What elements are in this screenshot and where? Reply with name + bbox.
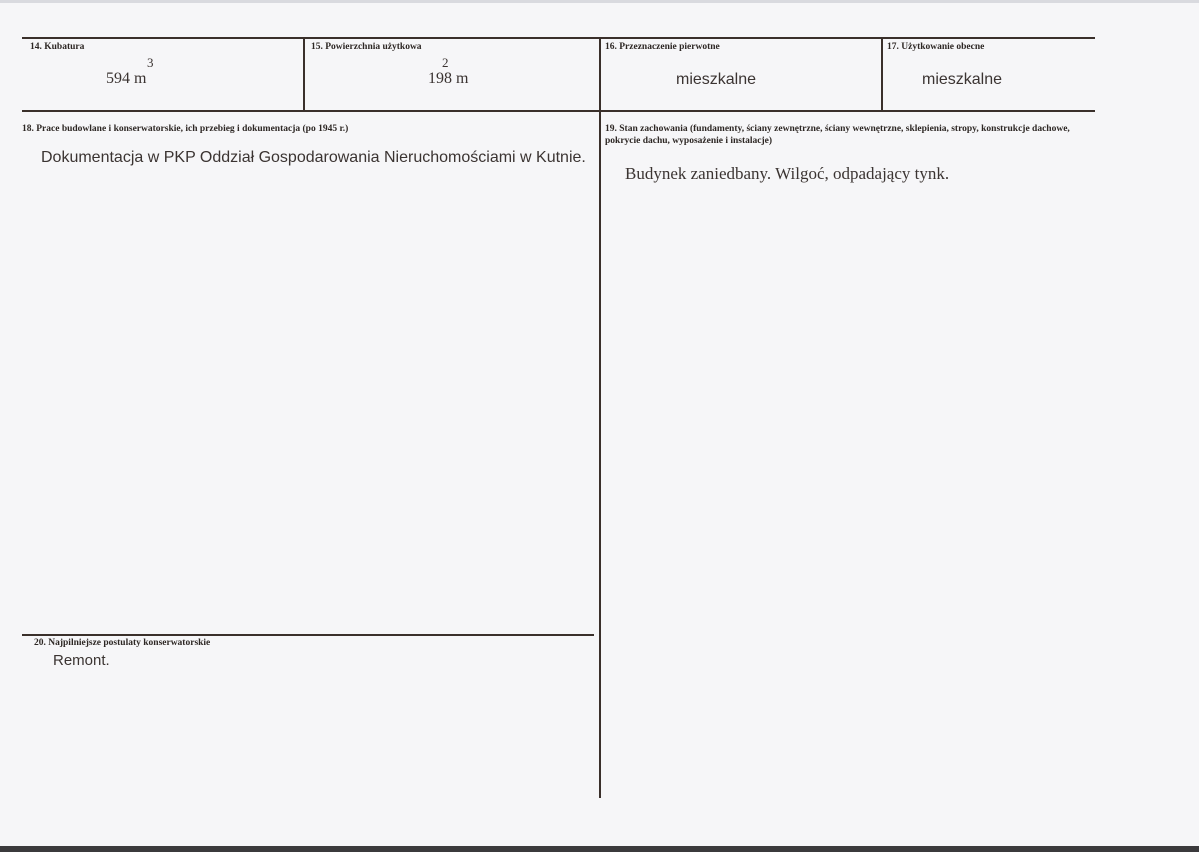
column-divider-1 — [303, 38, 305, 111]
page-bottom-edge — [0, 846, 1199, 852]
stan-label: 19. Stan zachowania (fundamenty, ściany zewnętrzne, ściany wewnętrzne, sklepienia, stropy, konstrukcje dachowe, pokrycie dachu, wyposażenie i instalacje) — [605, 124, 1070, 146]
page-top-edge — [0, 0, 1199, 3]
uzytkowanie-label: 17. Użytkowanie obecne — [887, 42, 985, 52]
powierzchnia-value: 198 m — [428, 70, 469, 87]
przeznaczenie-label: 16. Przeznaczenie pierwotne — [605, 42, 720, 52]
przeznaczenie-value: mieszkalne — [676, 71, 757, 88]
column-divider-2 — [599, 38, 601, 798]
postulaty-value: Remont. — [53, 652, 110, 669]
column-divider-3 — [881, 38, 883, 111]
postulaty-top-line — [22, 634, 594, 636]
kubatura-value: 594 m — [106, 70, 147, 87]
top-border-line — [22, 37, 1095, 39]
prace-value: Dokumentacja w PKP Oddział Gospodarowania Nieruchomościami w Kutnie. — [41, 149, 586, 166]
kubatura-label: 14. Kubatura — [30, 42, 85, 52]
stan-value: Budynek zaniedbany. Wilgoć, odpadający tynk. — [625, 164, 950, 183]
powierzchnia-exponent: 2 — [442, 55, 449, 70]
row-divider-line — [22, 110, 1095, 112]
postulaty-label: 20. Najpilniejsze postulaty konserwatorskie — [34, 638, 211, 648]
uzytkowanie-value: mieszkalne — [922, 71, 1003, 88]
kubatura-exponent: 3 — [147, 55, 154, 70]
prace-label: 18. Prace budowlane i konserwatorskie, ich przebieg i dokumentacja (po 1945 r.) — [22, 124, 349, 134]
powierzchnia-label: 15. Powierzchnia użytkowa — [311, 42, 422, 52]
